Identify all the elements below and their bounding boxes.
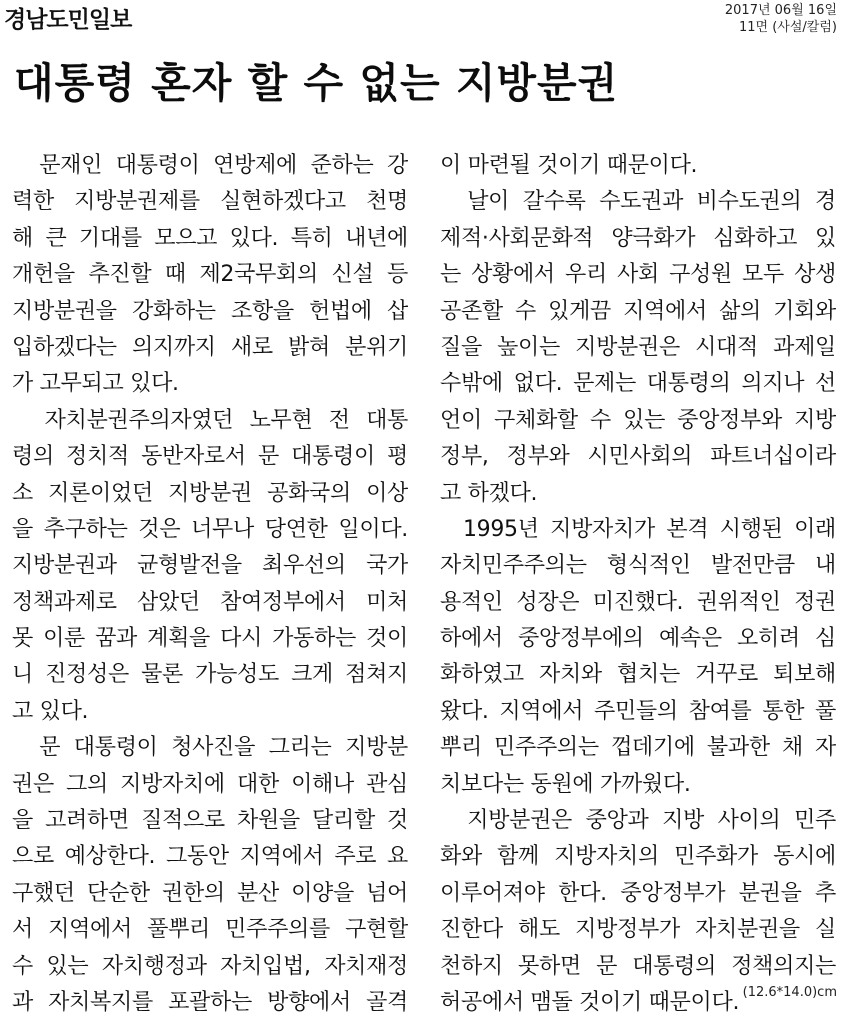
article-text-line: 천하지 못하면 문 대통령의 정책의지는 (440, 953, 836, 979)
article-text-line: 을 고려하면 질적으로 차원을 달리할 것 (12, 808, 408, 834)
article-text-line: 문재인 대통령이 연방제에 준하는 강 (12, 153, 408, 178)
article-text-line: 해 큰 기대를 모으고 있다. 특히 내년에 (12, 225, 408, 251)
article-size-note: (12.6*14.0)cm (742, 985, 837, 1000)
article-column-right (440, 148, 836, 1021)
article-text-line: 뿌리 민주주의는 껍데기에 불과한 채 자 (440, 735, 836, 761)
article-text-line: 소 지론이었던 지방분권 공화국의 이상 (12, 480, 408, 506)
article-text-line: 수밖에 없다. 문제는 대통령의 의지나 선 (440, 371, 836, 397)
article-text-line: 가 고무되고 있다. (12, 371, 179, 397)
article-text-line: 구했던 단순한 권한의 분산 이양을 넘어 (12, 880, 408, 906)
article-text-line: 개헌을 추진할 때 제2국무회의 신설 등 (12, 262, 408, 288)
article-column-left (12, 148, 408, 1021)
article-text-line: 진한다 해도 지방정부가 자치분권을 실 (440, 917, 836, 943)
article-text-line: 왔다. 지역에서 주민들의 참여를 통한 풀 (440, 698, 836, 724)
article-text-line: 지방분권과 균형발전을 최우선의 국가 (12, 553, 408, 579)
article-text-line: 문 대통령이 청사진을 그리는 지방분 (12, 735, 408, 761)
article-headline: 대통령 혼자 할 수 없는 지방분권 (14, 59, 619, 107)
article-text-line: 못 이룬 꿈과 계획을 다시 가동하는 것이 (12, 626, 408, 652)
article-text-line: 자치민주주의는 형식적인 발전만큼 내 (440, 553, 836, 579)
article-text-line: 고 있다. (12, 698, 89, 724)
article-text-line: 입하겠다는 의지까지 새로 밝혀 분위기 (12, 334, 408, 360)
article-text-line: 령의 정치적 동반자로서 문 대통령이 평 (12, 444, 408, 470)
article-text-line: 권은 그의 지방자치에 대한 이해나 관심 (12, 771, 408, 797)
article-text-line: 화하였고 자치와 협치는 거꾸로 퇴보해 (440, 662, 836, 688)
article-text-line: 제적·사회문화적 양극화가 심화하고 있 (440, 225, 836, 251)
article-text-line: 하에서 중앙정부에의 예속은 오히려 심 (440, 626, 836, 652)
article-text-line: 고 하겠다. (440, 480, 538, 506)
article-text-line: 정책과제로 삼았던 참여정부에서 미처 (12, 589, 408, 615)
article-text-line: 수 있는 자치행정과 자치입법, 자치재정 (12, 953, 408, 979)
article-text-line: 용적인 성장은 미진했다. 권위적인 정권 (440, 589, 836, 615)
publication-date: 2017년 06월 16일 (724, 3, 837, 18)
article-text-line: 화와 함께 지방자치의 민주화가 동시에 (440, 844, 836, 870)
article-text-line: 1995년 지방자치가 본격 시행된 이래 (440, 516, 836, 542)
article-text-line: 자치분권주의자였던 노무현 전 대통 (12, 407, 408, 433)
article-text-line: 지방분권은 중앙과 지방 사이의 민주 (440, 808, 836, 834)
article-text-line: 니 진정성은 물론 가능성도 크게 점쳐지 (12, 662, 408, 688)
article-text-line: 과 자치복지를 포괄하는 방향에서 골격 (12, 989, 408, 1015)
publication-meta (725, 2, 837, 36)
page-section: 11면 (사설/칼럼) (739, 20, 837, 35)
article-text-line: 으로 예상한다. 그동안 지역에서 주로 요 (12, 844, 408, 870)
article-text-line: 이 마련될 것이기 때문이다. (440, 153, 698, 178)
article-text-line: 이루어져야 한다. 중앙정부가 분권을 추 (440, 880, 836, 906)
article-text-line: 질을 높이는 지방분권은 시대적 과제일 (440, 334, 836, 360)
newspaper-masthead: 경남도민일보 (4, 7, 132, 33)
article-text-line: 서 지역에서 풀뿌리 민주주의를 구현할 (12, 917, 408, 943)
article-text-line: 치보다는 동원에 가까웠다. (440, 771, 691, 797)
article-text-line: 허공에서 맴돌 것이기 때문이다. (440, 989, 740, 1015)
article-text-line: 지방분권을 강화하는 조항을 헌법에 삽 (12, 298, 408, 324)
article-text-line: 날이 갈수록 수도권과 비수도권의 경 (440, 189, 836, 215)
article-text-line: 력한 지방분권제를 실현하겠다고 천명 (12, 189, 408, 215)
article-text-line: 정부, 정부와 시민사회의 파트너십이라 (440, 444, 836, 470)
article-text-line: 공존할 수 있게끔 지역에서 삶의 기회와 (440, 298, 836, 324)
article-text-line: 는 상황에서 우리 사회 구성원 모두 상생 (440, 262, 836, 288)
article-text-line: 언이 구체화할 수 있는 중앙정부와 지방 (440, 407, 836, 433)
article-text-line: 을 추구하는 것은 너무나 당연한 일이다. (12, 516, 408, 542)
